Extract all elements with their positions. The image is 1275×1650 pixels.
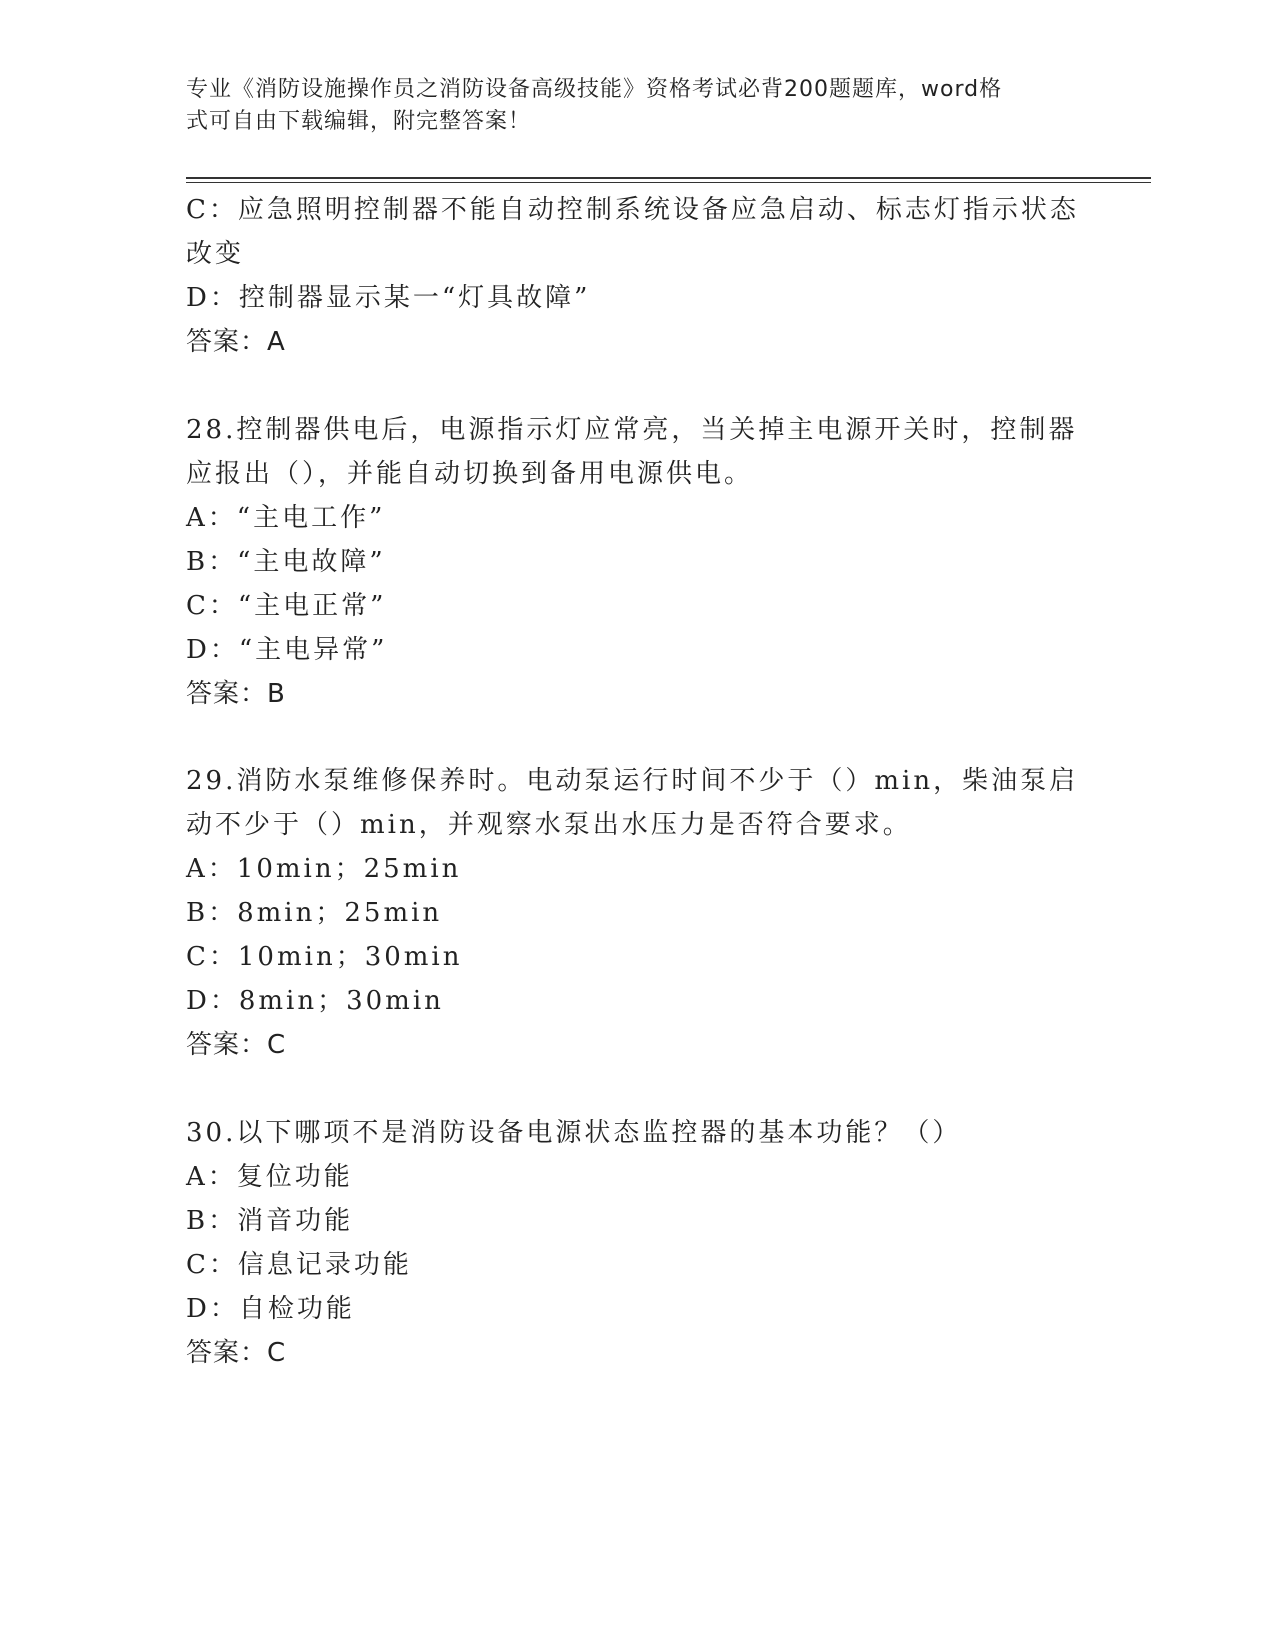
- q28-option-c: C：“主电正常”: [186, 591, 387, 621]
- q30-option-a: A：复位功能: [186, 1162, 353, 1192]
- q28-option-a: A：“主电工作”: [186, 503, 386, 533]
- q29-option-a: A：10min；25min: [186, 854, 462, 884]
- q30-option-b: B：消音功能: [186, 1206, 354, 1236]
- document-header: [186, 74, 1066, 138]
- q29-option-c: C：10min；30min: [186, 942, 463, 972]
- q29-option-b: B：8min；25min: [186, 898, 443, 928]
- q27-option-c-line-2: 改变: [186, 239, 245, 269]
- q27-answer: 答案：A: [186, 327, 286, 357]
- q30-question-line-1: 30.以下哪项不是消防设备电源状态监控器的基本功能？（）: [186, 1118, 962, 1148]
- header-divider-thin: [186, 182, 1151, 183]
- q29-option-d: D：8min；30min: [186, 986, 444, 1016]
- header-divider-thick: [186, 177, 1151, 179]
- q29-question-line-1: 29.消防水泵维修保养时。电动泵运行时间不少于（）min，柴油泵启: [186, 766, 1079, 796]
- q28-option-b: B：“主电故障”: [186, 547, 386, 577]
- header-line-1: 专业《消防设施操作员之消防设备高级技能》资格考试必背200题题库，word格: [186, 77, 1003, 102]
- q30-option-d: D：自检功能: [186, 1294, 355, 1324]
- q30-answer: 答案：C: [186, 1338, 287, 1368]
- q27-option-d: D：控制器显示某一“灯具故障”: [186, 283, 591, 313]
- q29-question-line-2: 动不少于（）min，并观察水泵出水压力是否符合要求。: [186, 810, 912, 840]
- q30-option-c: C：信息记录功能: [186, 1250, 412, 1280]
- q29-answer: 答案：C: [186, 1030, 287, 1060]
- q28-option-d: D：“主电异常”: [186, 635, 388, 665]
- q28-question-line-1: 28.控制器供电后，电源指示灯应常亮，当关掉主电源开关时，控制器: [186, 415, 1078, 445]
- q28-answer: 答案：B: [186, 679, 286, 709]
- q27-option-c-line-1: C：应急照明控制器不能自动控制系统设备应急启动、标志灯指示状态: [186, 195, 1079, 225]
- q28-question-line-2: 应报出（），并能自动切换到备用电源供电。: [186, 459, 754, 489]
- header-line-2: 式可自由下载编辑，附完整答案！: [186, 109, 532, 134]
